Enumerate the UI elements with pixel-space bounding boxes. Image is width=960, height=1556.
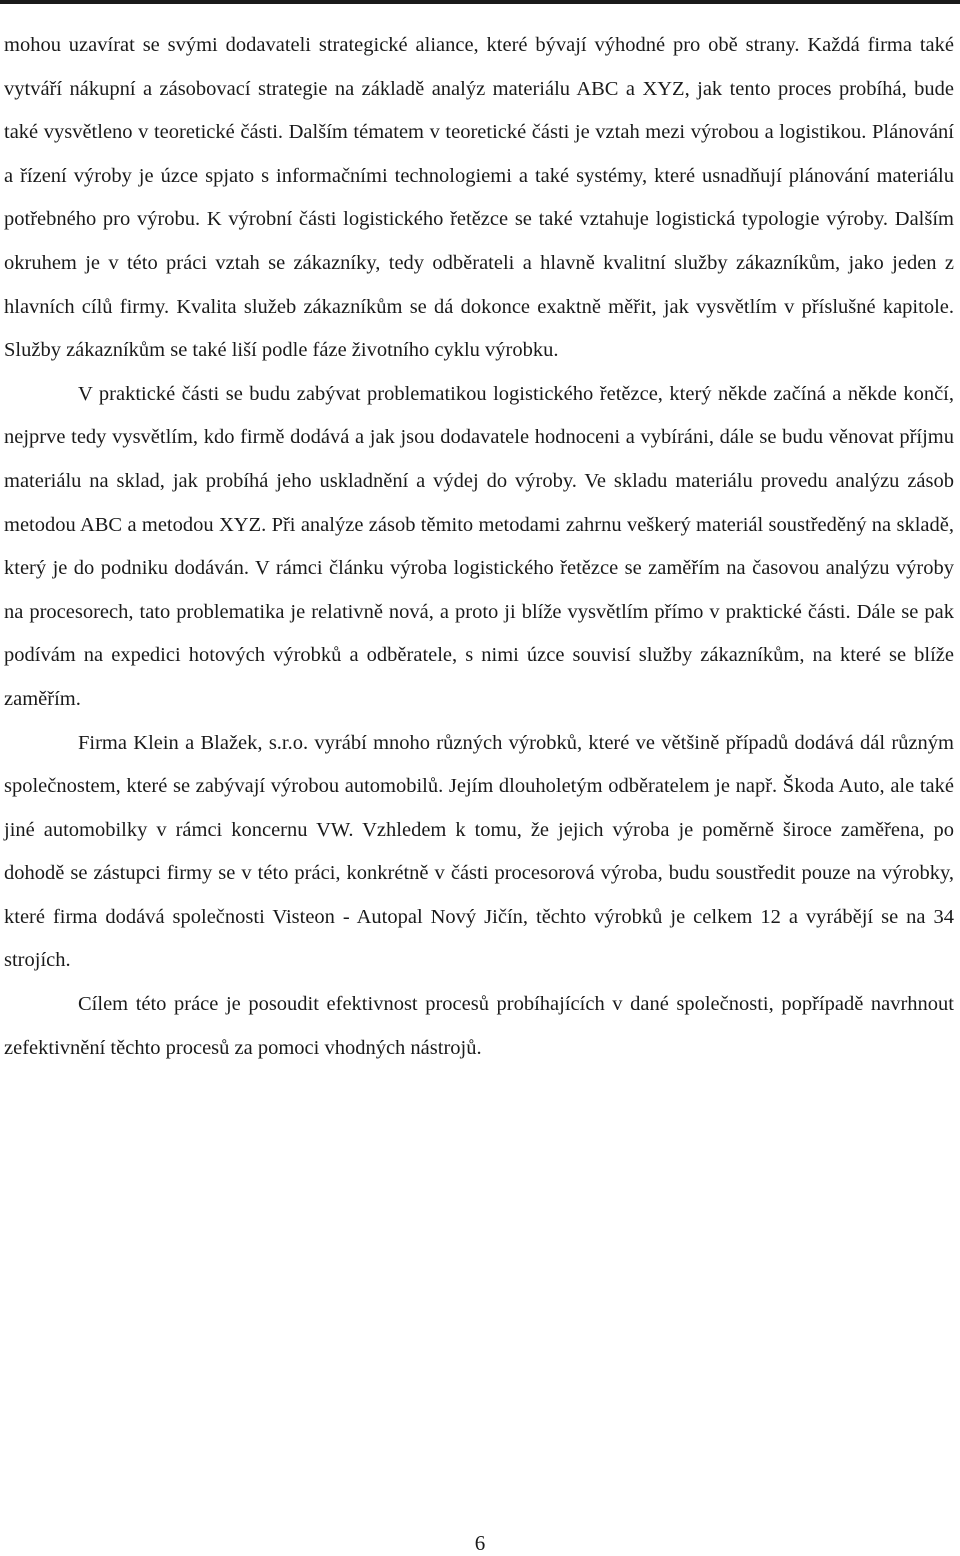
paragraph-3: Firma Klein a Blažek, s.r.o. vyrábí mnoho různých výrobků, které ve většině případů dodává dál různým společnostem, které se zabývají výrobou automobilů. Jejím dlouholetým odběratelem je např. Škoda Auto, ale také jiné automobilky v rámci koncernu VW. Vzhledem k tomu, že jejich výroba je poměrně široce zaměřena, po dohodě se zástupci firmy se v této práci, konkrétně v části procesorová výroba, budu soustředit pouze na výrobky, které firma dodává společnosti Visteon - Autopal Nový Jičín, těchto výrobků je celkem 12 a vyrábějí se na 34 strojích.	[4, 731, 954, 972]
top-rule	[0, 0, 960, 4]
paragraph-2: V praktické části se budu zabývat problematikou logistického řetězce, který někde začíná a někde končí, nejprve tedy vysvětlím, kdo firmě dodává a jak jsou dodavatele hodnoceni a vybíráni, dále se budu věnovat příjmu materiálu na sklad, jak probíhá jeho uskladnění a výdej do výroby. Ve skladu materiálu provedu analýzu zásob metodou ABC a metodou XYZ. Při analýze zásob těmito metodami zahrnu veškerý materiál soustředěný na skladě, který je do podniku dodáván. V rámci článku výroba logistického řetězce se zaměřím na časovou analýzu výroby na procesorech, tato problematika je relativně nová, a proto ji blíže vysvětlím přímo v praktické části. Dále se pak podívám na expedici hotových výrobků a odběratele, s nimi úzce souvisí služby zákazníkům, na které se blíže zaměřím.	[4, 382, 954, 710]
paragraph-1: mohou uzavírat se svými dodavateli strategické aliance, které bývají výhodné pro obě strany. Každá firma také vytváří nákupní a zásobovací strategie na základě analýz materiálu ABC a XYZ, jak tento proces probíhá, bude také vysvětleno v teoretické části. Dalším tématem v teoretické části je vztah mezi výrobou a logistikou. Plánování a řízení výroby je úzce spjato s informačními technologiemi a také systémy, které usnadňují plánování materiálu potřebného pro výrobu. K výrobní části logistického řetězce se také vztahuje logistická typologie výroby. Dalším okruhem je v této práci vztah se zákazníky, tedy odběrateli a hlavně kvalitní služby zákazníkům, jako jeden z hlavních cílů firmy. Kvalita služeb zákazníkům se dá dokonce exaktně měřit, jak vysvětlím v příslušné kapitole. Služby zákazníkům se také liší podle fáze životního cyklu výrobku.	[4, 34, 954, 362]
paragraph-4: Cílem této práce je posoudit efektivnost procesů probíhajících v dané společnosti, popřípadě navrhnout zefektivnění těchto procesů za pomoci vhodných nástrojů.	[4, 993, 954, 1059]
page-number: 6	[474, 1531, 486, 1555]
page-body	[4, 24, 954, 1070]
